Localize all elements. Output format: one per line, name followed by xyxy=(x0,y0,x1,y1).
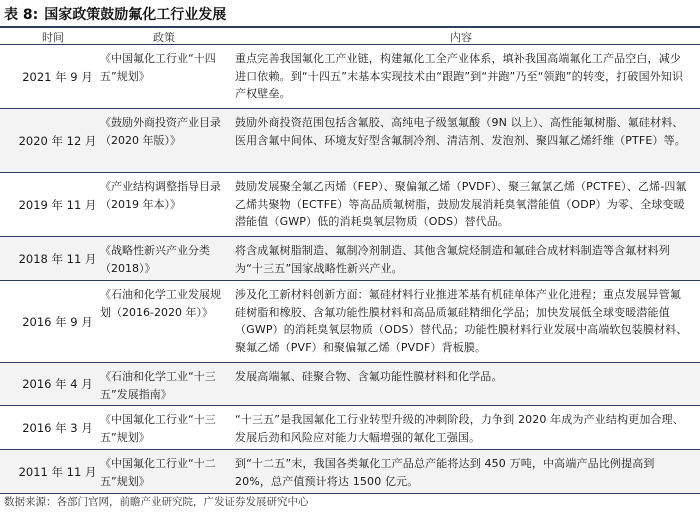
row-policy: 《中国氟化工行业“十三五”规划》 xyxy=(100,413,216,444)
row-policy: 《石油和化学工业“十三五”发展指南》 xyxy=(100,370,216,401)
row-time: 2021 年 9 月 xyxy=(22,69,93,84)
data-source-note: 数据来源：各部门官网，前瞻产业研究院，广发证券发展研究中心 xyxy=(4,496,309,508)
table-title-text: 国家政策鼓励氟化工行业发展 xyxy=(44,7,227,23)
row-policy: 《产业结构调整指导目录（2019 年本）》 xyxy=(100,180,221,211)
header-content: 内容 xyxy=(450,31,472,44)
row-policy: 《石油和化学工业发展规划（2016-2020 年）》 xyxy=(100,288,221,319)
row-policy: 《中国氟化工行业“十二五”规划》 xyxy=(100,457,216,488)
row-content: “十三五”是我国氟化工行业转型升级的冲刺阶段，力争到 2020 年成为产业结构更加合理、发展后劲和风险应对能力大幅增强的氟化工强国。 xyxy=(235,413,684,444)
row-time: 2016 年 4 月 xyxy=(22,377,93,391)
table-row xyxy=(0,363,700,406)
row-time: 2016 年 3 月 xyxy=(22,420,93,435)
table-number: 表 8: xyxy=(4,7,39,23)
table-row xyxy=(0,173,700,237)
table-row xyxy=(0,450,700,494)
row-policy: 《战略性新兴产业分类（2018）》 xyxy=(100,244,210,275)
table-row xyxy=(0,281,700,363)
table-body xyxy=(0,45,700,494)
row-content: 鼓励外商投资范围包括含氟胶、高纯电子级氢氟酸（9N 以上）、高性能氟树脂、氟硅材料、医用含氟中间体、环境友好型含氟制冷剂、清洁剂、发泡剂、聚四氟乙烯纤维（PTFE）等。 xyxy=(235,116,686,147)
header-policy: 政策 xyxy=(153,31,175,44)
header-time: 时间 xyxy=(42,31,64,44)
row-content: 将含成氟树脂制造、氟制冷剂制造、其他含氟烷烃制造和氟硅合成材料制造等含氟材料列为“十三五”国家战略性新兴产业。 xyxy=(235,244,670,275)
row-time: 2016 年 9 月 xyxy=(22,314,93,329)
row-content: 涉及化工新材料创新方面：氟硅材料行业推进苯基有机硅单体产业化进程；重点发展异管氟硅树脂和橡胶、含氟功能性膜材料和高品质氟硅精细化学品；加快发展低全球变暖潜能值（GWP）的消耗臭氧层物质（ODS）替代品；功能性膜材料行业发展中高端软包装膜材料、聚氟乙烯（PVF）和聚偏氟乙烯（PVDF）背板膜。 xyxy=(235,288,688,354)
row-time: 2020 年 12 月 xyxy=(18,133,97,148)
row-content: 发展高端氟、硅聚合物、含氟功能性膜材料和化学品。 xyxy=(235,370,503,383)
row-time: 2011 年 11 月 xyxy=(18,464,97,479)
table-title xyxy=(4,3,226,25)
row-policy: 《鼓励外商投资产业目录（2020 年版）》 xyxy=(100,116,221,147)
table-row xyxy=(0,45,700,109)
table-row xyxy=(0,237,700,281)
table-header xyxy=(0,28,700,44)
table-row xyxy=(0,406,700,450)
row-content: 鼓励发展聚全氟乙丙烯（FEP）、聚偏氟乙烯（PVDF）、聚三氟氯乙烯（PCTFE）、乙烯-四氟乙烯共聚物（ECTFE）等高品质氟树脂，鼓励发展消耗臭氧潜能值（ODP）为零、全球变暖潜能值（GWP）低的消耗臭氧层物质（ODS）替代品。 xyxy=(235,180,687,228)
row-time: 2018 年 11 月 xyxy=(18,251,97,266)
row-time: 2019 年 11 月 xyxy=(18,197,97,212)
table-row xyxy=(0,109,700,173)
row-policy: 《中国氟化工行业“十四五”规划》 xyxy=(100,52,216,83)
row-content: 到“十二五”末，我国各类氟化工产品总产能将达到 450 万吨，中高端产品比例提高到 20%，总产值预计将达 1500 亿元。 xyxy=(235,457,655,488)
row-content: 重点完善我国氟化工产业链，构建氟化工全产业体系，填补我国高端氟化工产品空白，减少进口依赖。到“十四五”末基本实现技术由“跟跑”到“并跑”乃至“领跑”的转变，打破国外知识产权壁垒。 xyxy=(235,52,684,100)
